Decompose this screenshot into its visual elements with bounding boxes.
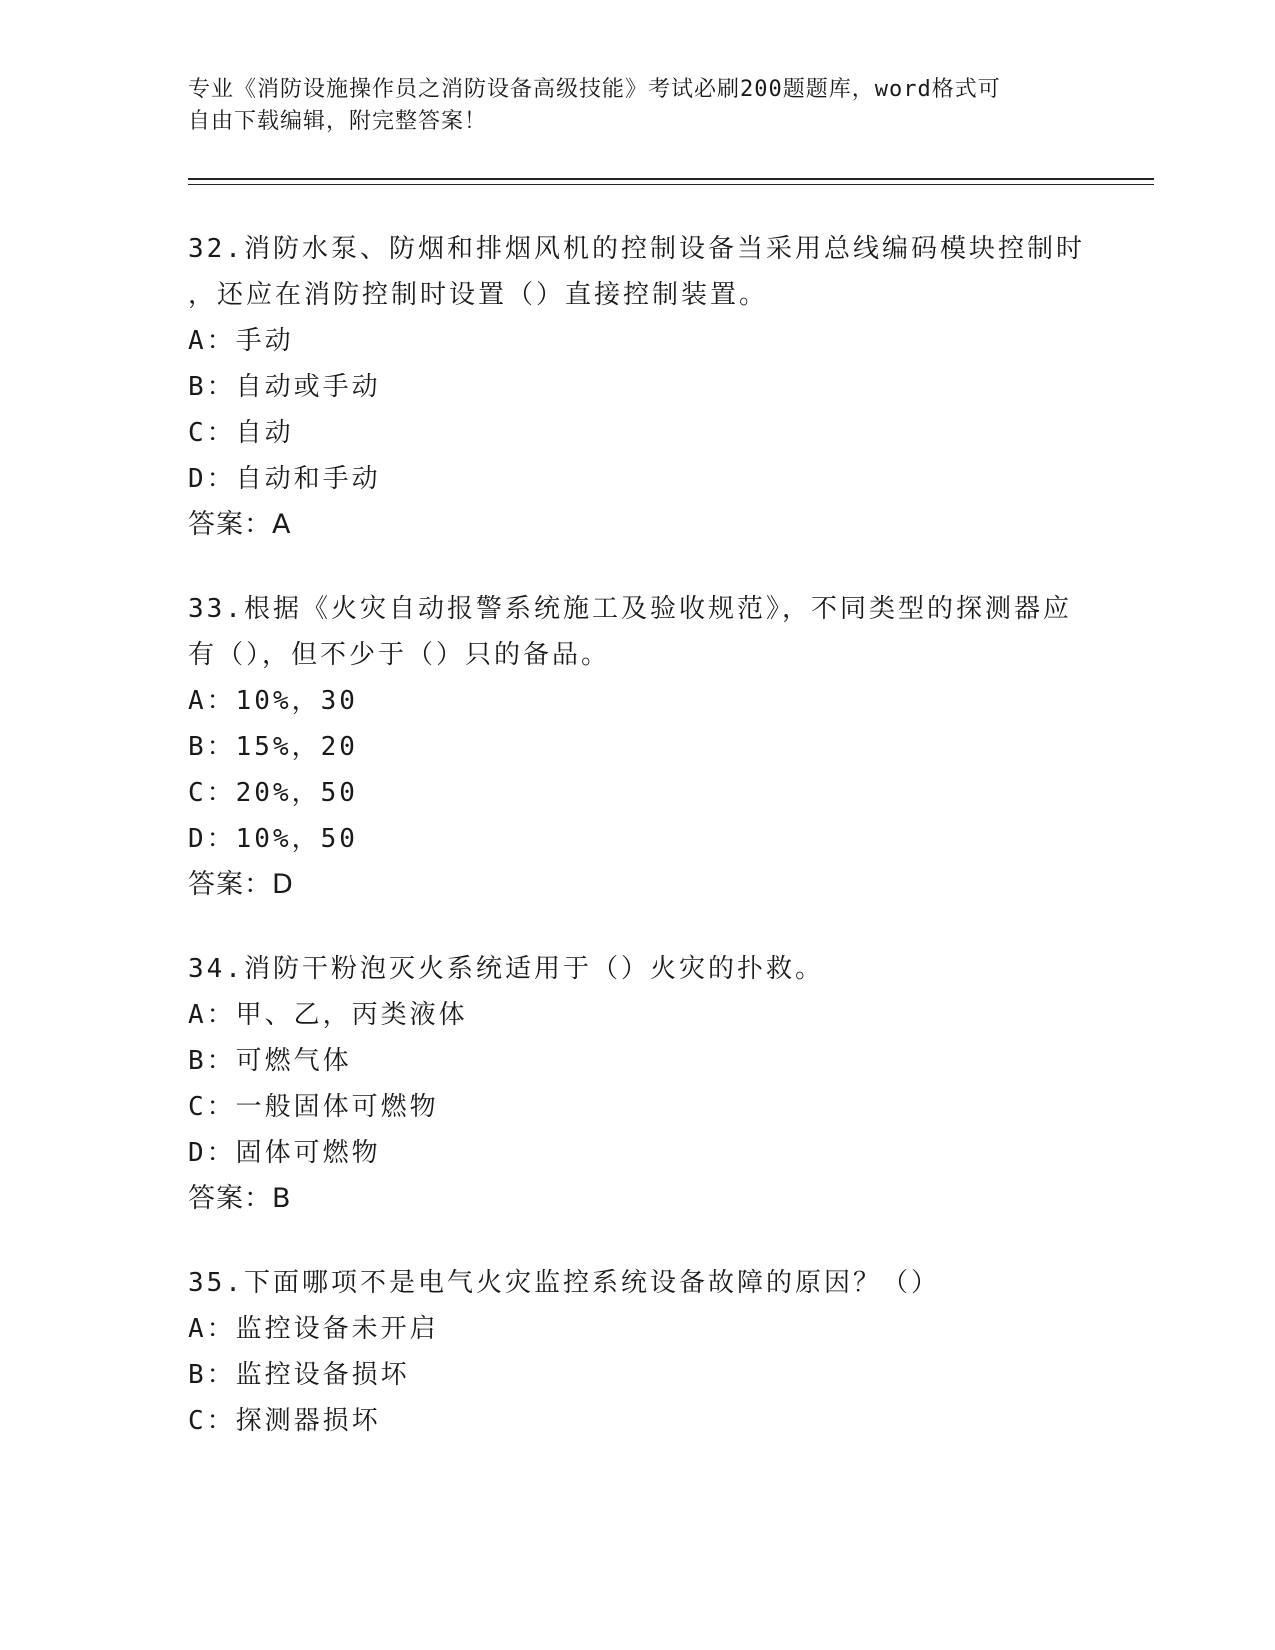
header-line-2: 自由下载编辑，附完整答案！ <box>188 109 488 134</box>
question-stem-line-1: 35.下面哪项不是电气火灾监控系统设备故障的原因？（） <box>188 1268 940 1298</box>
question-stem-line-1: 32.消防水泵、防烟和排烟风机的控制设备当采用总线编码模块控制时 <box>188 234 1085 264</box>
question-33 <box>188 586 1088 908</box>
option-b: B：自动或手动 <box>188 372 381 402</box>
document-header <box>188 74 1068 138</box>
option-a: A：手动 <box>188 326 294 356</box>
option-c: C：探测器损坏 <box>188 1406 381 1436</box>
option-c: C：一般固体可燃物 <box>188 1092 439 1122</box>
option-b: B：15%，20 <box>188 732 358 762</box>
question-32 <box>188 226 1088 548</box>
question-stem-line-2: ，还应在消防控制时设置（）直接控制装置。 <box>188 280 769 310</box>
question-35 <box>188 1260 1088 1444</box>
header-divider-thin <box>188 184 1154 185</box>
question-stem-line-1: 34.消防干粉泡灭火系统适用于（）火灾的扑救。 <box>188 954 824 984</box>
answer: 答案：A <box>188 509 292 540</box>
option-a: A：10%，30 <box>188 686 358 716</box>
question-stem-line-2: 有（），但不少于（）只的备品。 <box>188 640 611 670</box>
option-d: D：固体可燃物 <box>188 1138 381 1168</box>
option-d: D：自动和手动 <box>188 464 381 494</box>
option-d: D：10%，50 <box>188 824 358 854</box>
answer: 答案：D <box>188 869 294 900</box>
question-stem-line-1: 33.根据《火灾自动报警系统施工及验收规范》，不同类型的探测器应 <box>188 594 1072 624</box>
option-b: B：可燃气体 <box>188 1046 352 1076</box>
option-c: C：20%，50 <box>188 778 358 808</box>
option-b: B：监控设备损坏 <box>188 1360 410 1390</box>
question-34 <box>188 946 1088 1222</box>
header-line-1: 专业《消防设施操作员之消防设备高级技能》考试必刷200题题库，word格式可 <box>188 77 1001 102</box>
option-a: A：监控设备未开启 <box>188 1314 439 1344</box>
header-divider-thick <box>188 178 1154 180</box>
option-a: A：甲、乙，丙类液体 <box>188 1000 468 1030</box>
option-c: C：自动 <box>188 418 294 448</box>
answer: 答案：B <box>188 1183 292 1214</box>
